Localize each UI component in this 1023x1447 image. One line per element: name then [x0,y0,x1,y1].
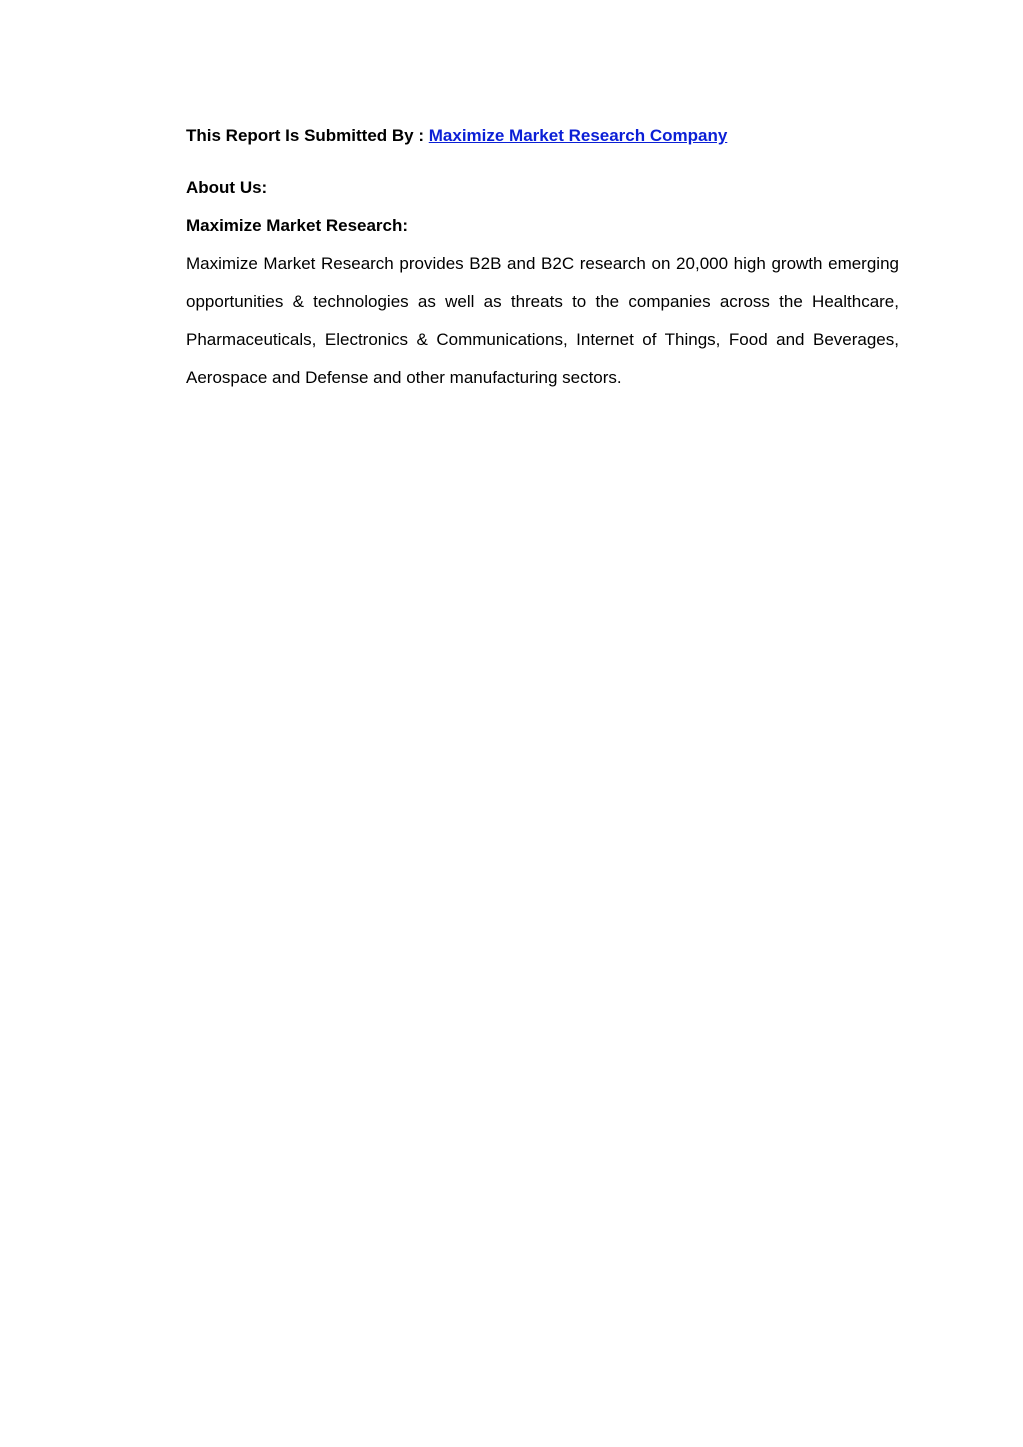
about-us-heading: About Us: [186,178,268,197]
page-content [186,124,899,397]
submitted-by-label: This Report Is Submitted By : [186,126,429,145]
company-heading: Maximize Market Research: [186,216,409,235]
company-link[interactable]: Maximize Market Research Company [428,126,728,145]
submitted-by-line [186,124,899,148]
company-description: Maximize Market Research provides B2B and B2C research on 20,000 high growth emerging opportunities & technologies as well as threats to the companies across the Healthcare, Pharmaceuticals, Electronics & Communications, Internet of Things, Food and Beverages, Aerospace and Defense and other manufacturing sectors. [186,254,899,387]
